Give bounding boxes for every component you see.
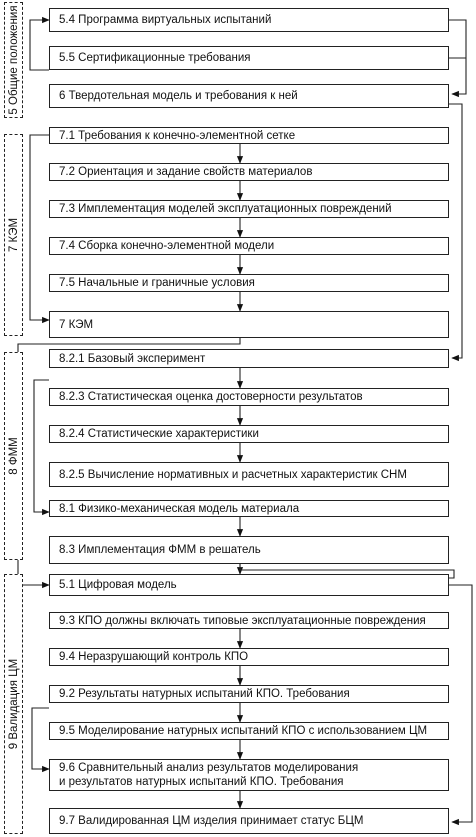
section-8-fmm: 8 ФММ bbox=[4, 352, 23, 560]
step-9-6-comparative-analysis: 9.6 Сравнительный анализ результатов моделирования и результатов натурных испытаний КПО. Требования bbox=[49, 759, 449, 791]
step-9-7-validated-model: 9.7 Валидированная ЦМ изделия принимает статус БЦМ bbox=[49, 808, 449, 834]
section-9-validation: 9 Валидация ЦМ bbox=[4, 574, 23, 834]
step-8-3-fmm-solver: 8.3 Имплементация ФММ в решатель bbox=[49, 536, 449, 564]
step-6-solid-model: 6 Твердотельная модель и требования к ней bbox=[49, 84, 449, 108]
step-7-5-boundary-conditions: 7.5 Начальные и граничные условия bbox=[49, 274, 449, 292]
step-9-4-ndt: 9.4 Неразрушающий контроль КПО bbox=[49, 648, 449, 666]
step-8-2-4-statistical-characteristics: 8.2.4 Статистические характеристики bbox=[49, 425, 449, 443]
step-7-1-mesh-requirements: 7.1 Требования к конечно-элементной сетке bbox=[49, 127, 449, 144]
step-7-kem: 7 КЭМ bbox=[49, 311, 449, 338]
step-8-2-3-statistical-assessment: 8.2.3 Статистическая оценка достоверности результатов bbox=[49, 388, 449, 406]
step-8-1-material-model: 8.1 Физико-механическая модель материала bbox=[49, 500, 449, 517]
section-5-general: 5 Общие положения bbox=[4, 2, 23, 118]
step-8-2-5-design-characteristics: 8.2.5 Вычисление нормативных и расчетных характеристик СНМ bbox=[49, 462, 449, 487]
step-9-2-full-scale-results: 9.2 Результаты натурных испытаний КПО. Требования bbox=[49, 685, 449, 703]
step-5-1-digital-model: 5.1 Цифровая модель bbox=[49, 574, 449, 596]
step-8-2-1-base-experiment: 8.2.1 Базовый эксперимент bbox=[49, 349, 449, 368]
step-5-4-virtual-test-program: 5.4 Программа виртуальных испытаний bbox=[49, 8, 449, 32]
step-9-3-typical-damages: 9.3 КПО должны включать типовые эксплуатационные повреждения bbox=[49, 612, 449, 629]
step-9-5-simulation-of-tests: 9.5 Моделирование натурных испытаний КПО с использованием ЦМ bbox=[49, 722, 449, 740]
step-7-3-damage-models: 7.3 Имплементация моделей эксплуатационных повреждений bbox=[49, 200, 449, 218]
step-7-4-fe-assembly: 7.4 Сборка конечно-элементной модели bbox=[49, 237, 449, 255]
step-7-2-material-orientation: 7.2 Ориентация и задание свойств материалов bbox=[49, 163, 449, 181]
step-5-5-certification-requirements: 5.5 Сертификационные требования bbox=[49, 46, 449, 70]
section-7-kem: 7 КЭМ bbox=[4, 134, 23, 336]
